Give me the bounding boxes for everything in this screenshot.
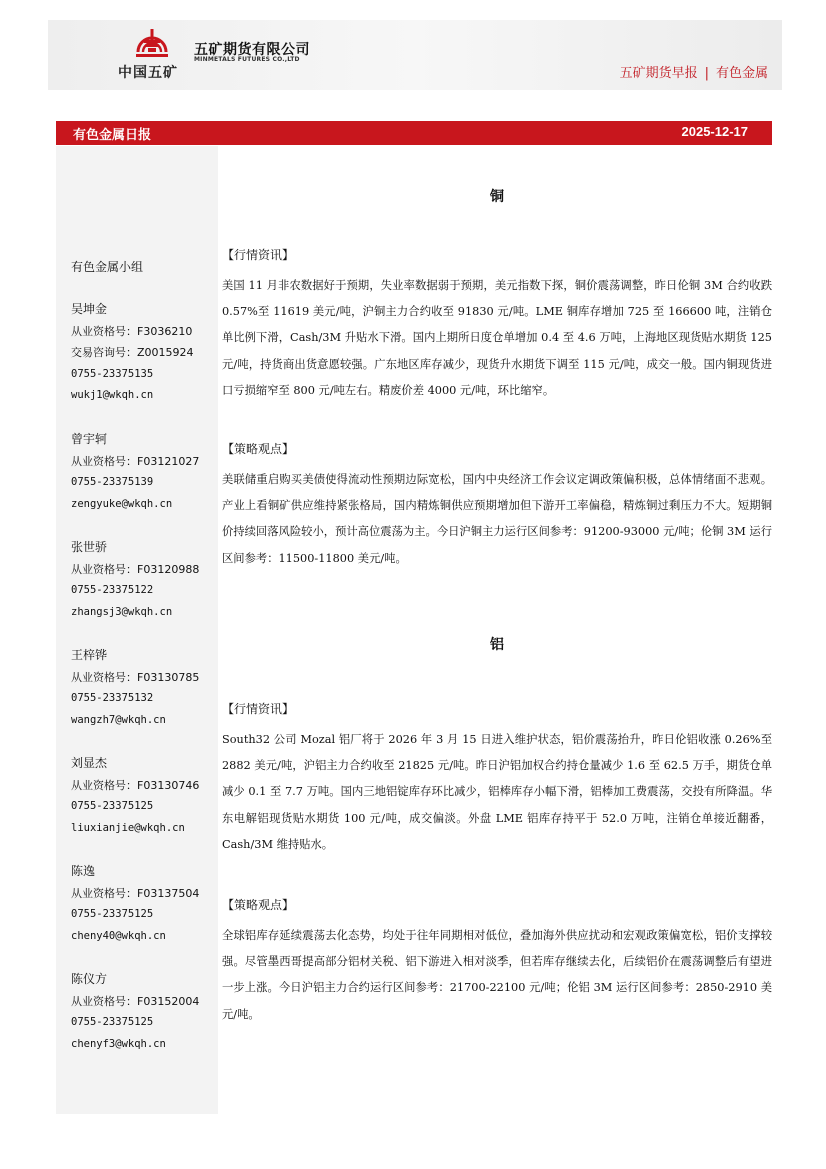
member-card: [71, 299, 194, 407]
member-name: 刘显杰: [71, 756, 108, 770]
member-name: 张世骄: [71, 540, 108, 554]
member-name: 陈逸: [71, 864, 96, 878]
report-date: 2025-12-17: [681, 124, 748, 139]
member-qualification: 从业资格号：F03130746: [71, 778, 200, 792]
member-qualification: 从业资格号：F03120988: [71, 562, 200, 576]
company-name-en: MINMETALS FUTURES CO.,LTD: [194, 56, 300, 63]
report-title: 有色金属日报: [73, 128, 152, 143]
member-phone: 0755-23375125: [71, 1016, 154, 1029]
member-email[interactable]: chenyf3@wkqh.cn: [71, 1037, 166, 1050]
member-phone: 0755-23375125: [71, 908, 154, 921]
copper-news-label: 【行情资讯】: [222, 248, 295, 262]
member-name: 陈仪方: [71, 972, 108, 986]
member-card: [71, 861, 199, 947]
member-phone: 0755-23375139: [71, 476, 154, 489]
section-title-copper: 铜: [490, 189, 504, 205]
member-card: [71, 969, 199, 1055]
copper-view-label: 【策略观点】: [222, 442, 295, 456]
member-qualification: 从业资格号：F03137504: [71, 886, 200, 900]
aluminum-news-text: South32 公司 Mozal 铝厂将于 2026 年 3 月 15 日进入维护状态，铝价震荡抬升，昨日伦铝收涨 0.26%至 2882 美元/吨，沪铝主力合约收至 21825 元/吨。昨日沪铝加权合约持仓量减少 1.6 至 62.5 万手，期货仓单减少 0.1 至 7.7 万吨。国内三地铝锭库存环比减少，铝棒库存小幅下滑，铝棒加工费震荡，交投有所降温。华东电解铝现货贴水期货 100 元/吨，成交偏淡。外盘 LME 铝库存持平于 52.0 万吨，注销仓单接近翻番，Cash/3M 维持贴水。: [222, 733, 772, 851]
member-email[interactable]: zhangsj3@wkqh.cn: [71, 605, 173, 618]
copper-view-text: 美联储重启购买美债使得流动性预期边际宽松，国内中央经济工作会议定调政策偏积极，总体情绪面不悲观。产业上看铜矿供应维持紧张格局，国内精炼铜供应预期增加但下游开工率偏稳，精炼铜过剩压力不大。短期铜价持续回落风险较小，预计高位震荡为主。今日沪铜主力运行区间参考：91200-93000 元/吨；伦铜 3M 运行区间参考：11500-11800 美元/吨。: [222, 473, 772, 565]
member-card: [71, 753, 199, 839]
member-name: 王梓铧: [71, 648, 108, 662]
group-name: 中国五矿: [118, 65, 178, 81]
member-phone: 0755-23375122: [71, 584, 154, 597]
team-title: 有色金属小组: [71, 260, 144, 274]
copper-news-text: 美国 11 月非农数据好于预期，失业率数据弱于预期，美元指数下探，铜价震荡调整，昨日伦铜 3M 合约收跌 0.57%至 11619 美元/吨，沪铜主力合约收至 91830 元/吨。LME 铜库存增加 725 至 166600 吨，注销仓单比例下滑，Cash/3M 升贴水下滑。国内上期所日度仓单增加 0.4 至 4.6 万吨，上海地区现货贴水期货 125 元/吨，持货商出货意愿较强。广东地区库存减少，现货升水期货下调至 115 元/吨，成交一般。国内铜现货进口亏损缩窄至 800 元/吨左右。精废价差 4000 元/吨，环比缩窄。: [222, 279, 772, 397]
member-name: 曾宇轲: [71, 432, 108, 446]
title-bar: [56, 121, 772, 145]
report-type: 五矿期货早报: [619, 66, 698, 81]
member-email[interactable]: liuxianjie@wkqh.cn: [71, 821, 185, 834]
report-tag: [620, 62, 768, 81]
member-qualification: 从业资格号：F03121027: [71, 454, 200, 468]
member-card: [71, 645, 199, 731]
member-card: [71, 537, 199, 623]
member-consult-number: 交易咨询号：Z0015924: [71, 346, 194, 360]
member-email[interactable]: zengyuke@wkqh.cn: [71, 497, 173, 510]
member-phone: 0755-23375135: [71, 367, 154, 380]
report-sector: 有色金属: [715, 66, 768, 81]
member-qualification: 从业资格号：F03152004: [71, 994, 200, 1008]
aluminum-view-text: 全球铝库存延续震荡去化态势，均处于往年同期相对低位，叠加海外供应扰动和宏观政策偏宽松，铝价支撑较强。尽管墨西哥提高部分铝材关税、铝下游进入相对淡季，但若库存继续去化，后续铝价在震荡调整后有望进一步上涨。今日沪铝主力合约运行区间参考：21700-22100 元/吨；伦铝 3M 运行区间参考：2850-2910 美元/吨。: [222, 929, 772, 1021]
member-phone: 0755-23375132: [71, 692, 154, 705]
minmetals-logo-icon: [135, 26, 169, 58]
aluminum-view-label: 【策略观点】: [222, 898, 295, 912]
member-card: [71, 429, 199, 515]
member-phone: 0755-23375125: [71, 800, 154, 813]
aluminum-news-label: 【行情资讯】: [222, 702, 295, 716]
section-title-aluminum: 铝: [490, 637, 504, 653]
member-qualification: 从业资格号：F3036210: [71, 324, 193, 338]
member-email[interactable]: cheny40@wkqh.cn: [71, 929, 166, 942]
member-name: 吴坤金: [71, 302, 108, 316]
member-qualification: 从业资格号：F03130785: [71, 670, 200, 684]
company-name-cn: 五矿期货有限公司: [194, 42, 310, 58]
member-email[interactable]: wangzh7@wkqh.cn: [71, 713, 166, 726]
report-tag-separator: |: [704, 66, 709, 81]
member-email[interactable]: wukj1@wkqh.cn: [71, 389, 154, 402]
